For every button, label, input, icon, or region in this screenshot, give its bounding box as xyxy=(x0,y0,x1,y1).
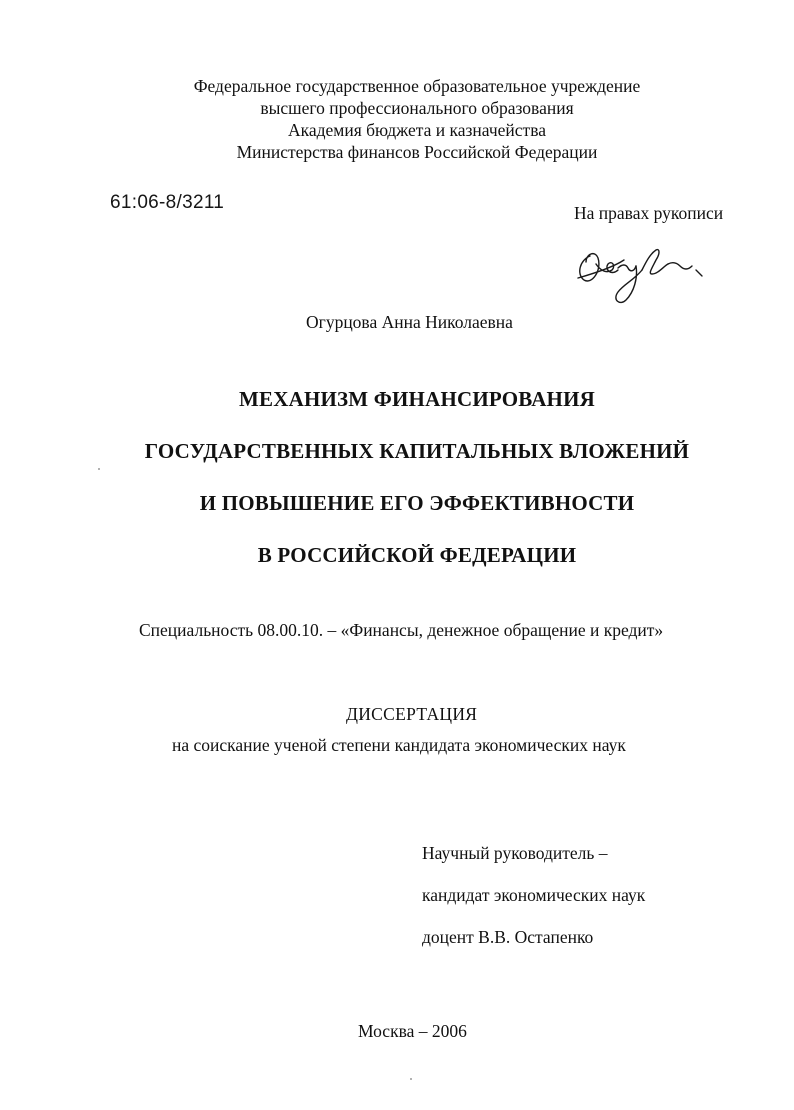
archive-code-stamp: 61:06-8/3211 xyxy=(110,192,225,213)
title-line: И ПОВЫШЕНИЕ ЕГО ЭФФЕКТИВНОСТИ xyxy=(199,491,635,515)
scan-speck xyxy=(410,1078,412,1080)
handwritten-signature xyxy=(572,240,712,308)
title-line: МЕХАНИЗМ ФИНАНСИРОВАНИЯ xyxy=(238,387,595,411)
scan-speck xyxy=(98,468,100,470)
dissertation-title xyxy=(20,373,794,581)
title-line: ГОСУДАРСТВЕННЫХ КАПИТАЛЬНЫХ ВЛОЖЕНИЙ xyxy=(144,439,690,463)
supervisor-line: кандидат экономических наук xyxy=(422,885,646,905)
city-year: Москва – 2006 xyxy=(358,1021,467,1041)
institution-line: высшего профессионального образования xyxy=(260,98,574,118)
institution-line: Академия бюджета и казначейства xyxy=(287,120,547,140)
supervisor-block xyxy=(422,832,645,958)
institution-line: Федеральное государственное образовательное учреждение xyxy=(193,76,641,96)
institution-line: Министерства финансов Российской Федерации xyxy=(236,142,598,162)
dissertation-heading: ДИССЕРТАЦИЯ xyxy=(346,704,478,724)
degree-subheading: на соискание ученой степени кандидата экономических наук xyxy=(172,735,626,755)
author-name: Огурцова Анна Николаевна xyxy=(306,312,513,332)
manuscript-rights-note: На правах рукописи xyxy=(574,203,724,223)
title-line: В РОССИЙСКОЙ ФЕДЕРАЦИИ xyxy=(257,543,577,567)
specialty-line: Специальность 08.00.10. – «Финансы, денежное обращение и кредит» xyxy=(139,620,664,640)
institution-header xyxy=(20,75,794,163)
supervisor-line: Научный руководитель – xyxy=(422,843,608,863)
supervisor-line: доцент В.В. Остапенко xyxy=(422,927,594,947)
